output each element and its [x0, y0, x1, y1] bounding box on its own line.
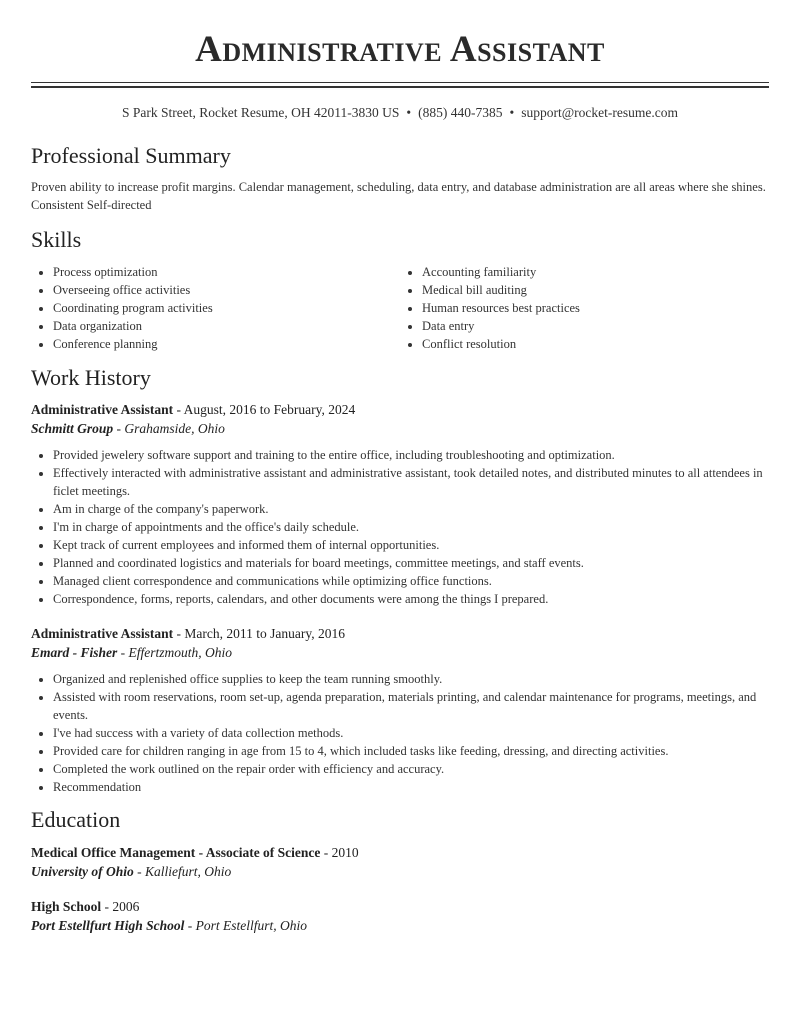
resume-content [31, 141, 769, 935]
skill-item: • Data organization [53, 317, 400, 335]
contact-separator: • [406, 105, 412, 120]
skills-columns [31, 263, 769, 353]
job-location: - Effertzmouth, Ohio [117, 645, 233, 660]
job-bullet: • Kept track of current employees and informed them of internal opportunities. [53, 536, 769, 554]
job-bullet: • Am in charge of the company's paperwork. [53, 500, 769, 518]
section-heading-summary: Professional Summary [31, 143, 231, 168]
job-company: Schmitt Group [31, 421, 114, 436]
skill-item: • Human resources best practices [422, 299, 769, 317]
job-bullet: • Planned and coordinated logistics and materials for board meetings, committee meetings, and staff events. [53, 554, 769, 572]
job-entry [31, 400, 769, 608]
skill-item: • Overseeing office activities [53, 281, 400, 299]
contact-email[interactable]: support@rocket-resume.com [521, 105, 678, 120]
education-year: - 2010 [320, 845, 359, 860]
education-school: University of Ohio [31, 864, 134, 879]
skills-list-left [31, 263, 400, 353]
summary-text: Proven ability to increase profit margins. Calendar management, scheduling, data entry, and database administration are all areas where she shines. Consistent Self-directed [31, 180, 766, 212]
contact-address: S Park Street, Rocket Resume, OH 42011-3830 US [122, 105, 400, 120]
skill-item: • Conference planning [53, 335, 400, 353]
job-bullet: • Provided care for children ranging in age from 15 to 4, which included tasks like feeding, dressing, and directing activities. [53, 742, 769, 760]
education-degree-line [31, 843, 769, 862]
education-degree-line [31, 897, 769, 916]
job-title-line [31, 624, 769, 643]
job-bullet: • Organized and replenished office supplies to keep the team running smoothly. [53, 670, 769, 688]
education-location: - Port Estellfurt, Ohio [184, 918, 308, 933]
education-entry [31, 897, 769, 935]
skills-list-right [400, 263, 769, 353]
job-bullet: • Managed client correspondence and communications while optimizing office functions. [53, 572, 769, 590]
education-location: - Kalliefurt, Ohio [133, 864, 232, 879]
section-heading-work: Work History [31, 365, 151, 390]
education-school-line [31, 862, 769, 881]
job-bullets [31, 446, 769, 608]
contact-phone: (885) 440-7385 [418, 105, 503, 120]
education-entry [31, 843, 769, 881]
contact-line [0, 105, 800, 121]
skill-item: • Coordinating program activities [53, 299, 400, 317]
contact-separator: • [509, 105, 515, 120]
job-title: Administrative Assistant [31, 626, 174, 641]
job-location: - Grahamside, Ohio [113, 421, 225, 436]
education-degree: High School [31, 899, 102, 914]
education-school-line [31, 916, 769, 935]
job-title-line [31, 400, 769, 419]
job-bullet: • Effectively interacted with administrative assistant and administrative assistant, took detailed notes, and distributed minutes to all attendees in ficlet meetings. [53, 464, 769, 500]
section-heading-education: Education [31, 807, 121, 832]
job-bullet: • I'm in charge of appointments and the office's daily schedule. [53, 518, 769, 536]
education-school: Port Estellfurt High School [31, 918, 185, 933]
job-bullet: • Recommendation [53, 778, 769, 796]
skill-item: • Accounting familiarity [422, 263, 769, 281]
job-title: Administrative Assistant [31, 402, 174, 417]
job-bullet: • I've had success with a variety of data collection methods. [53, 724, 769, 742]
job-dates: - August, 2016 to February, 2024 [173, 402, 356, 417]
job-bullets [31, 670, 769, 796]
header-divider-thin [31, 82, 769, 83]
education-degree: Medical Office Management - Associate of Science [31, 845, 321, 860]
education-year: - 2006 [101, 899, 140, 914]
skill-item: • Process optimization [53, 263, 400, 281]
job-bullet: • Completed the work outlined on the repair order with efficiency and accuracy. [53, 760, 769, 778]
job-company: Emard - Fisher [31, 645, 118, 660]
job-bullet: • Assisted with room reservations, room set-up, agenda preparation, materials printing, and calendar maintenance for programs, meetings, and events. [53, 688, 769, 724]
skill-item: • Medical bill auditing [422, 281, 769, 299]
resume-name: Administrative Assistant [195, 29, 605, 70]
skill-item: • Conflict resolution [422, 335, 769, 353]
job-bullet: • Provided jewelery software support and training to the entire office, including troubleshooting and optimization. [53, 446, 769, 464]
job-dates: - March, 2011 to January, 2016 [173, 626, 345, 641]
header-divider-thick [31, 86, 769, 88]
job-bullet: • Correspondence, forms, reports, calendars, and other documents were among the things I prepared. [53, 590, 769, 608]
section-heading-skills: Skills [31, 227, 82, 252]
job-company-line [31, 643, 769, 662]
job-entry [31, 624, 769, 796]
job-company-line [31, 419, 769, 438]
skill-item: • Data entry [422, 317, 769, 335]
